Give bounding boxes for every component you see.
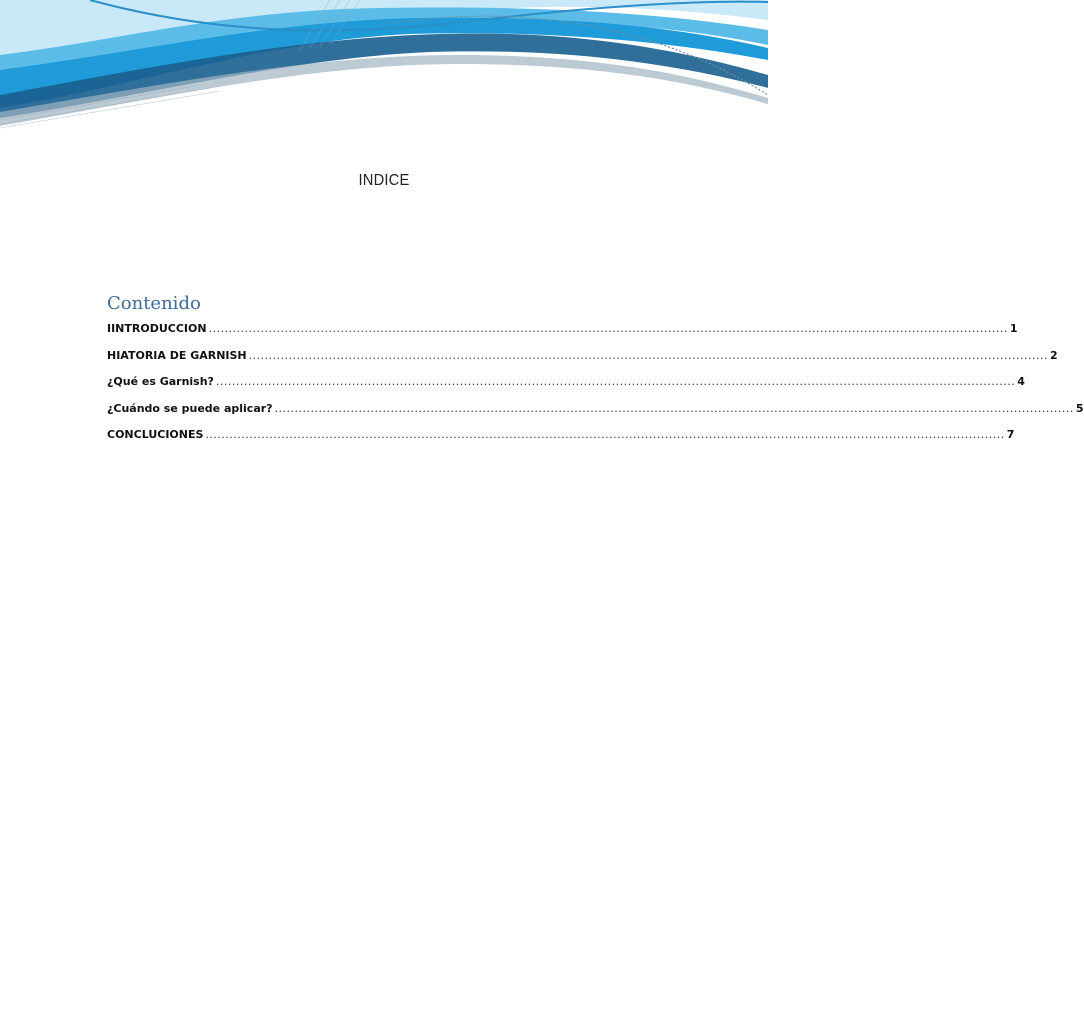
toc-entry-conclusiones[interactable] xyxy=(107,428,1015,455)
toc-entry-label: IINTRODUCCION xyxy=(107,322,207,335)
toc-entry-page: 4 xyxy=(1017,375,1025,388)
document-title: INDICE xyxy=(358,172,410,189)
toc-entry-label: ¿Qué es Garnish? xyxy=(107,375,214,388)
toc-entry-page: 5 xyxy=(1075,401,1084,415)
dot-leader: ........................................................................................................................................................................................................ xyxy=(208,322,1008,335)
toc-entry-page: 1 xyxy=(1009,322,1018,335)
toc-entry-label: ¿Cuándo se puede aplicar? xyxy=(107,401,273,415)
dot-leader: ........................................................................................................................................................................................................ xyxy=(248,348,1048,362)
wave-banner-header xyxy=(0,0,768,140)
toc-entry-label: CONCLUCIONES xyxy=(107,428,204,441)
table-of-contents xyxy=(107,292,1084,455)
dot-leader: ........................................................................................................................................................................................................ xyxy=(215,375,1016,388)
toc-entry-cuando[interactable] xyxy=(107,401,1084,429)
toc-entry-page: 7 xyxy=(1006,428,1015,441)
toc-heading: Contenido xyxy=(107,293,201,314)
toc-entry-historia[interactable] xyxy=(107,348,1058,376)
toc-entry-que-es[interactable] xyxy=(107,375,1025,402)
toc-entry-introduccion[interactable] xyxy=(107,322,1018,349)
dot-leader: ........................................................................................................................................................................................................ xyxy=(205,428,1005,441)
toc-entry-label: HIATORIA DE GARNISH xyxy=(107,348,247,362)
toc-entry-page: 2 xyxy=(1049,348,1058,362)
dot-leader: ........................................................................................................................................................................................................ xyxy=(274,401,1074,415)
